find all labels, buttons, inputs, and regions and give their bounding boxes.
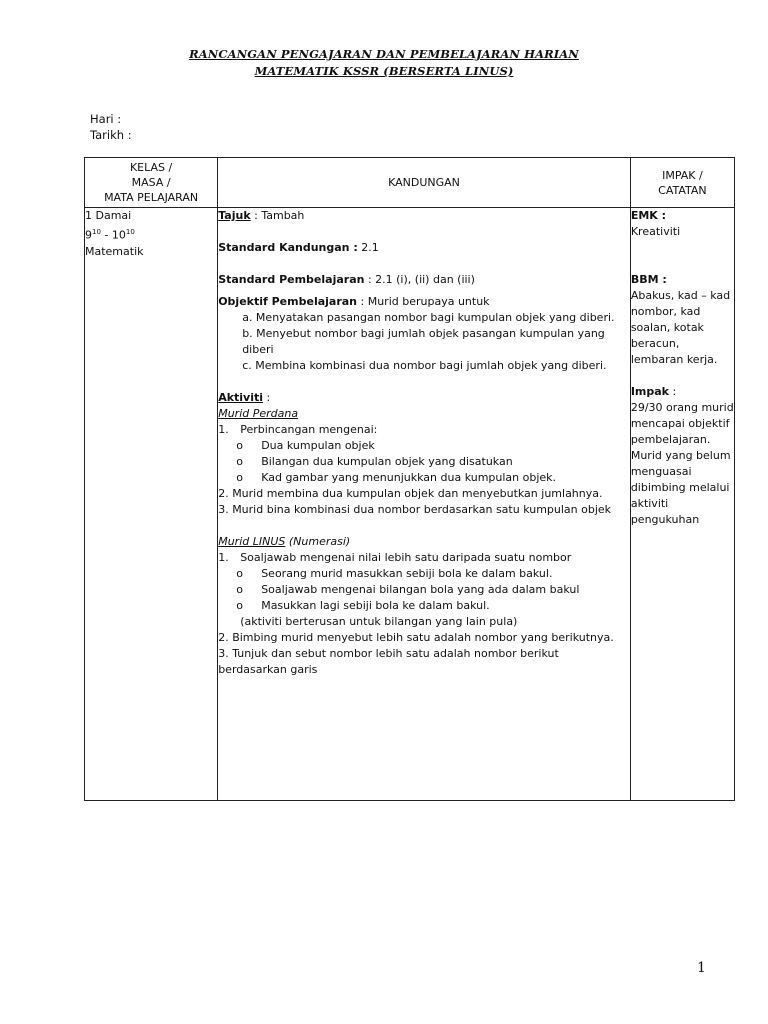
objektif-line bbox=[218, 294, 630, 310]
objective-item: a. Menyatakan pasangan nombor bagi kumpulan objek yang diberi. bbox=[242, 311, 615, 324]
kelas-cell bbox=[85, 208, 218, 801]
impak-value: 29/30 orang murid mencapai objektif pembelajaran. Murid yang belum menguasai dibimbing melalui aktiviti pengukuhan bbox=[630, 401, 734, 526]
impak-heading: Impak : bbox=[630, 385, 677, 398]
document-title: RANCANGAN PENGAJARAN DAN PEMBELAJARAN HARIAN bbox=[189, 47, 579, 61]
murid-linus-heading: Murid LINUS (Numerasi) bbox=[218, 535, 351, 548]
kandungan-cell bbox=[218, 208, 631, 801]
list-item: 2. Bimbing murid menyebut lebih satu adalah nombor yang berikutnya. bbox=[218, 631, 614, 644]
emk-value: Kreativiti bbox=[630, 225, 681, 238]
list-item: o Soaljawab mengenai bilangan bola yang ada dalam bakul bbox=[236, 583, 580, 596]
list-item: 2. Murid membina dua kumpulan objek dan menyebutkan jumlahnya. bbox=[218, 487, 603, 500]
murid-perdana-heading: Murid Perdana bbox=[218, 407, 299, 420]
list-item: o Dua kumpulan objek bbox=[236, 439, 375, 452]
tajuk-label: Tajuk bbox=[218, 209, 251, 222]
aktiviti-label: Aktiviti bbox=[218, 391, 264, 404]
header-kandungan-label: KANDUNGAN bbox=[388, 176, 460, 189]
tarikh-field-label: Tarikh : bbox=[90, 128, 132, 142]
header-catatan: CATATAN bbox=[658, 183, 707, 197]
activity-note: (aktiviti berterusan untuk bilangan yang lain pula) bbox=[240, 615, 518, 628]
class-name: 1 Damai bbox=[85, 209, 132, 222]
list-item: o Masukkan lagi sebiji bola ke dalam bakul. bbox=[236, 599, 490, 612]
lesson-plan-table bbox=[84, 157, 735, 801]
impak-cell bbox=[630, 208, 734, 801]
header-impak-catatan bbox=[630, 158, 734, 208]
header-kelas-masa-mata-pelajaran bbox=[85, 158, 218, 208]
standard-kandungan-label: Standard Kandungan : bbox=[218, 241, 358, 254]
hari-field-label: Hari : bbox=[90, 112, 122, 126]
objektif-label: Objektif Pembelajaran bbox=[218, 295, 358, 308]
header-mata-pelajaran: MATA PELAJARAN bbox=[104, 191, 199, 204]
bbm-value: Abakus, kad – kad nombor, kad soalan, kotak beracun, lembaran kerja. bbox=[630, 289, 731, 366]
class-time: $9^{10} - 10^{10}$ bbox=[85, 228, 135, 242]
objective-item: c. Membina kombinasi dua nombor bagi jumlah objek yang diberi. bbox=[242, 359, 607, 372]
header-masa: MASA / bbox=[131, 176, 171, 189]
bbm-label: BBM : bbox=[630, 273, 667, 286]
tajuk-value: : Tambah bbox=[250, 209, 305, 222]
header-kandungan bbox=[218, 158, 631, 208]
subject-name: Matematik bbox=[85, 244, 144, 258]
list-item: o Seorang murid masukkan sebiji bola ke dalam bakul. bbox=[236, 567, 553, 580]
list-item: o Kad gambar yang menunjukkan dua kumpulan objek. bbox=[236, 471, 557, 484]
tajuk-line bbox=[218, 208, 630, 224]
objective-item: b. Menyebut nombor bagi jumlah objek pasangan kumpulan yang diberi bbox=[242, 327, 605, 356]
standard-pembelajaran-value: : 2.1 (i), (ii) dan (iii) bbox=[364, 273, 475, 286]
table-header-row bbox=[85, 158, 735, 208]
standard-pembelajaran-label: Standard Pembelajaran bbox=[218, 273, 365, 286]
list-item: 3. Tunjuk dan sebut nombor lebih satu adalah nombor berikut berdasarkan garis bbox=[218, 647, 559, 676]
list-item: o Bilangan dua kumpulan objek yang disatukan bbox=[236, 455, 513, 468]
list-item: 3. Murid bina kombinasi dua nombor berdasarkan satu kumpulan objek bbox=[218, 503, 612, 516]
objektif-value: : Murid berupaya untuk bbox=[357, 295, 490, 308]
standard-pembelajaran-line bbox=[218, 272, 630, 288]
impak-label: Impak bbox=[630, 385, 669, 398]
standard-kandungan-value: 2.1 bbox=[357, 241, 379, 254]
table-row bbox=[85, 208, 735, 801]
header-impak: IMPAK / bbox=[662, 168, 703, 182]
document-subtitle: MATEMATIK KSSR (BERSERTA LINUS) bbox=[254, 64, 514, 78]
standard-kandungan-line bbox=[218, 240, 630, 256]
emk-label: EMK : bbox=[630, 209, 667, 222]
page-number: 1 bbox=[697, 960, 706, 976]
list-item: 1. Soaljawab mengenai nilai lebih satu daripada suatu nombor bbox=[218, 551, 572, 564]
list-item: 1. Perbincangan mengenai: bbox=[218, 423, 378, 436]
header-kelas: KELAS / bbox=[129, 161, 173, 174]
aktiviti-heading: Aktiviti : bbox=[218, 391, 271, 404]
